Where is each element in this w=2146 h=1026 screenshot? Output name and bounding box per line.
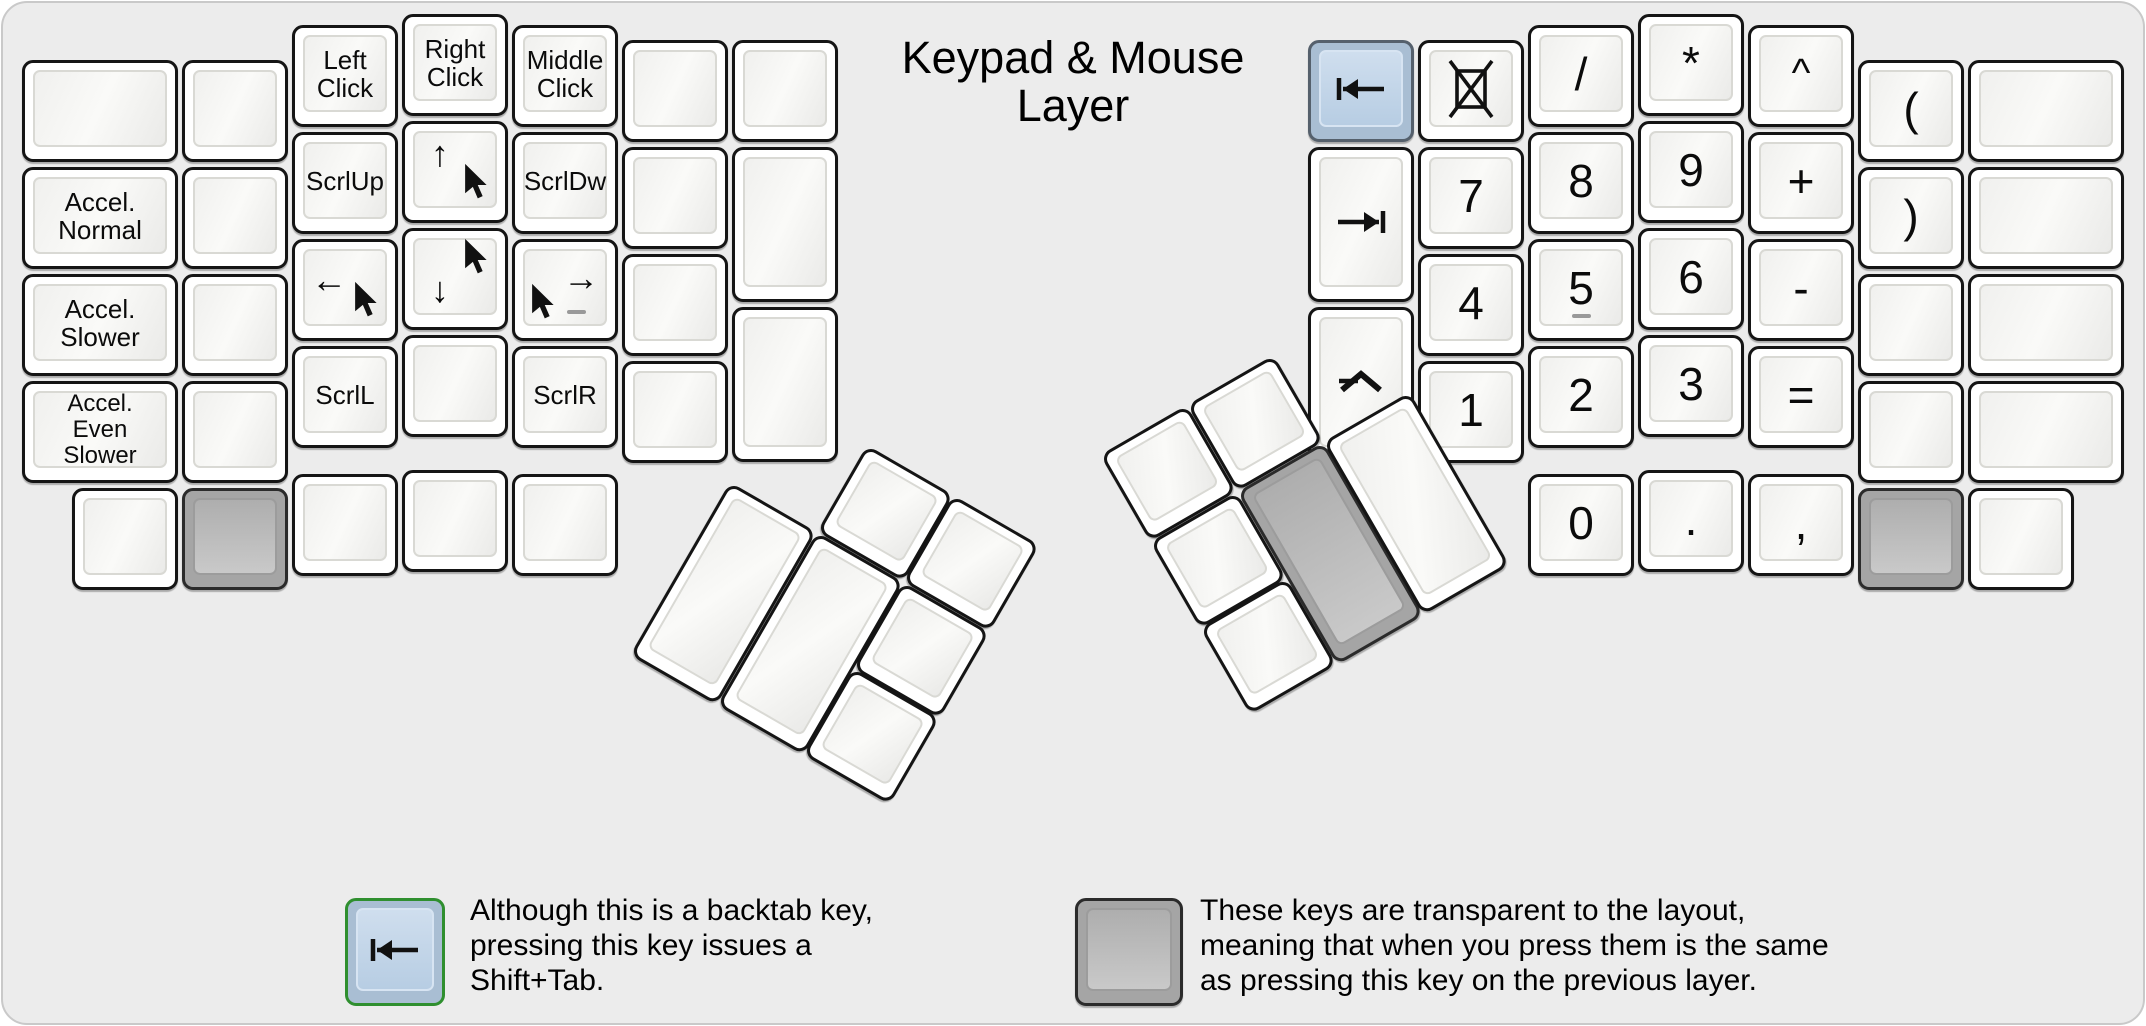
tab-icon bbox=[1334, 208, 1388, 236]
key-label: Accel. Even Slower bbox=[63, 389, 137, 469]
keycap-face bbox=[1759, 356, 1843, 433]
key-label: - bbox=[1793, 261, 1809, 314]
key-right-click[interactable] bbox=[402, 14, 508, 116]
key-label: Left Click bbox=[316, 44, 374, 103]
key-label: = bbox=[1787, 368, 1815, 421]
keycap-face bbox=[33, 284, 167, 361]
keycap-face bbox=[1539, 484, 1623, 561]
arrow-up-icon: ↑ bbox=[431, 133, 449, 174]
key-8[interactable] bbox=[1528, 132, 1634, 234]
backtab-icon bbox=[1334, 75, 1388, 103]
key-blank[interactable] bbox=[182, 381, 288, 483]
keycap-face bbox=[1649, 24, 1733, 101]
keycap-face bbox=[1539, 35, 1623, 112]
key-label: 5 bbox=[1568, 261, 1594, 314]
legend-transparent-line3: as pressing this key on the previous layer. bbox=[1200, 964, 1757, 997]
key-label: 4 bbox=[1458, 276, 1484, 329]
key-blank[interactable] bbox=[402, 470, 508, 572]
keycap-face bbox=[633, 264, 717, 341]
key-blank-tall[interactable] bbox=[732, 307, 838, 462]
key-paren-close[interactable] bbox=[1858, 167, 1964, 269]
mouse-cursor-icon bbox=[464, 238, 487, 274]
legend-backtab-key bbox=[345, 898, 445, 1006]
key-mouse-up[interactable] bbox=[402, 121, 508, 223]
arrow-left-icon: ← bbox=[311, 259, 347, 300]
key-mouse-right[interactable] bbox=[512, 239, 618, 341]
homing-bar bbox=[1572, 314, 1591, 318]
key-scroll-left[interactable] bbox=[292, 346, 398, 448]
keycap-face bbox=[193, 498, 277, 575]
arrow-down-icon: ↓ bbox=[431, 269, 449, 310]
keycap-face bbox=[743, 317, 827, 447]
legend-transparent-line1: These keys are transparent to the layout, bbox=[1200, 894, 1746, 927]
key-scroll-right[interactable] bbox=[512, 346, 618, 448]
key-period[interactable] bbox=[1638, 470, 1744, 572]
key-mouse-left[interactable] bbox=[292, 239, 398, 341]
layer-title bbox=[773, 34, 1373, 130]
keycap-face bbox=[1979, 284, 2113, 361]
key-blank[interactable] bbox=[512, 474, 618, 576]
key-transparent[interactable] bbox=[1858, 488, 1964, 590]
keycap-face bbox=[193, 284, 277, 361]
key-blank[interactable] bbox=[22, 60, 178, 162]
mouse-cursor-icon bbox=[531, 283, 554, 319]
keycap-face bbox=[1759, 35, 1843, 112]
key-label: ( bbox=[1903, 82, 1919, 135]
keycap-face bbox=[413, 345, 497, 422]
keycap-face bbox=[413, 238, 497, 315]
key-blank[interactable] bbox=[622, 361, 728, 463]
key-0[interactable] bbox=[1528, 474, 1634, 576]
key-2[interactable] bbox=[1528, 346, 1634, 448]
layer-title-line1: Keypad & Mouse bbox=[901, 32, 1245, 83]
keycap-face bbox=[413, 24, 497, 101]
keycap-face bbox=[743, 157, 827, 287]
key-transparent[interactable] bbox=[182, 488, 288, 590]
key-tab[interactable] bbox=[1308, 147, 1414, 302]
legend-backtab-text bbox=[470, 893, 873, 998]
keycap-face bbox=[33, 391, 167, 468]
key-slash[interactable] bbox=[1528, 25, 1634, 127]
key-blank[interactable] bbox=[292, 474, 398, 576]
key-blank[interactable] bbox=[182, 60, 288, 162]
key-label: 6 bbox=[1678, 250, 1704, 303]
keycap-face bbox=[1979, 177, 2113, 254]
legend-transparent-line2: meaning that when you press them is the same bbox=[1200, 929, 1829, 962]
keycap-face bbox=[1429, 264, 1513, 341]
key-accel-slower[interactable] bbox=[22, 274, 178, 376]
key-accel-normal[interactable] bbox=[22, 167, 178, 269]
key-label: 1 bbox=[1458, 383, 1484, 436]
keycap-face bbox=[303, 484, 387, 561]
keycap-face bbox=[83, 498, 167, 575]
key-blank[interactable] bbox=[732, 40, 838, 142]
keycap-face bbox=[303, 142, 387, 219]
keycap-face bbox=[1539, 356, 1623, 433]
key-3[interactable] bbox=[1638, 335, 1744, 437]
keycap-face bbox=[1429, 371, 1513, 448]
key-blank[interactable] bbox=[1858, 381, 1964, 483]
key-4[interactable] bbox=[1418, 254, 1524, 356]
keycap-face bbox=[1979, 498, 2063, 575]
mouse-cursor-icon bbox=[531, 283, 554, 324]
keycap-face bbox=[303, 356, 387, 433]
key-7[interactable] bbox=[1418, 147, 1524, 249]
key-blank[interactable] bbox=[402, 335, 508, 437]
keycap-face bbox=[1429, 50, 1513, 127]
key-blank[interactable] bbox=[1858, 274, 1964, 376]
keycap-face bbox=[303, 35, 387, 112]
key-label: ^ bbox=[1791, 51, 1811, 95]
key-comma[interactable] bbox=[1748, 474, 1854, 576]
key-blank[interactable] bbox=[1968, 274, 2124, 376]
keycap-face bbox=[193, 70, 277, 147]
keycap-face bbox=[523, 484, 607, 561]
homing-bar bbox=[567, 310, 586, 314]
keycap-face bbox=[1869, 284, 1953, 361]
key-label: Accel. Slower bbox=[60, 293, 140, 352]
layer-title-line2: Layer bbox=[1016, 80, 1130, 131]
key-label: 7 bbox=[1458, 169, 1484, 222]
key-label: 8 bbox=[1568, 154, 1594, 207]
key-9[interactable] bbox=[1638, 121, 1744, 223]
key-plus[interactable] bbox=[1748, 132, 1854, 234]
keycap-face bbox=[413, 480, 497, 557]
key-left-click[interactable] bbox=[292, 25, 398, 127]
key-equals[interactable] bbox=[1748, 346, 1854, 448]
key-label: ) bbox=[1903, 189, 1919, 242]
key-label: Accel. Normal bbox=[58, 186, 142, 245]
keycap-face bbox=[1649, 345, 1733, 422]
keycap-face bbox=[523, 249, 607, 326]
key-label: ScrlL bbox=[315, 379, 375, 410]
keycap-face bbox=[1759, 142, 1843, 219]
mouse-cursor-icon bbox=[464, 163, 487, 199]
keycap-face bbox=[1429, 157, 1513, 234]
key-label: ScrlDw bbox=[523, 165, 607, 196]
keycap-face bbox=[633, 371, 717, 448]
keycap-face bbox=[743, 50, 827, 127]
keycap-face bbox=[356, 908, 434, 991]
keycap-face bbox=[33, 70, 167, 147]
key-blank[interactable] bbox=[622, 147, 728, 249]
keycap-face bbox=[1649, 238, 1733, 315]
key-blank[interactable] bbox=[182, 167, 288, 269]
keycap-face bbox=[633, 50, 717, 127]
keycap-face bbox=[1759, 484, 1843, 561]
keycap-face bbox=[1649, 131, 1733, 208]
key-6[interactable] bbox=[1638, 228, 1744, 330]
keycap-face bbox=[1759, 249, 1843, 326]
key-blank[interactable] bbox=[1968, 488, 2074, 590]
key-middle-click[interactable] bbox=[512, 25, 618, 127]
keycap-face bbox=[1319, 50, 1403, 127]
mouse-cursor-icon bbox=[464, 238, 487, 279]
keycap-face bbox=[1869, 498, 1953, 575]
key-blank[interactable] bbox=[1968, 60, 2124, 162]
mouse-cursor-icon bbox=[464, 163, 487, 204]
key-blank[interactable] bbox=[1968, 167, 2124, 269]
key-label: 0 bbox=[1568, 496, 1594, 549]
keycap-face bbox=[1539, 249, 1623, 326]
key-asterisk[interactable] bbox=[1638, 14, 1744, 116]
key-blank[interactable] bbox=[622, 40, 728, 142]
keycap-face bbox=[1869, 70, 1953, 147]
keycap-face bbox=[33, 177, 167, 254]
key-label: / bbox=[1574, 47, 1588, 100]
key-blank-tall[interactable] bbox=[732, 147, 838, 302]
key-label: ScrlUp bbox=[305, 165, 384, 196]
backtab-icon bbox=[368, 936, 422, 964]
keycap-face bbox=[1979, 391, 2113, 468]
enter-symbol-icon bbox=[1337, 366, 1385, 398]
keycap-face bbox=[1869, 391, 1953, 468]
key-blank[interactable] bbox=[182, 274, 288, 376]
key-accel-even-slower[interactable] bbox=[22, 381, 178, 483]
key-scroll-up[interactable] bbox=[292, 132, 398, 234]
key-5[interactable] bbox=[1528, 239, 1634, 341]
mouse-cursor-icon bbox=[354, 281, 377, 317]
keycap-face bbox=[413, 131, 497, 208]
key-minus[interactable] bbox=[1748, 239, 1854, 341]
legend-backtab-line3: Shift+Tab. bbox=[470, 964, 605, 997]
key-blank[interactable] bbox=[72, 488, 178, 590]
keycap-face bbox=[1979, 70, 2113, 147]
keycap-face bbox=[1539, 142, 1623, 219]
key-label: Middle Click bbox=[526, 44, 604, 103]
mouse-cursor-icon bbox=[354, 281, 377, 322]
key-label: 2 bbox=[1568, 368, 1594, 421]
legend-transparent-text bbox=[1200, 893, 1829, 998]
keycap-face bbox=[1869, 177, 1953, 254]
key-label: , bbox=[1794, 496, 1808, 549]
keycap-face bbox=[193, 177, 277, 254]
legend-backtab-line1: Although this is a backtab key, bbox=[470, 894, 874, 927]
key-label: . bbox=[1684, 492, 1698, 545]
key-backtab[interactable] bbox=[1308, 40, 1414, 142]
clear-box-icon bbox=[1447, 58, 1495, 120]
keycap-face bbox=[523, 35, 607, 112]
key-label: 9 bbox=[1678, 143, 1704, 196]
arrow-right-icon: → bbox=[563, 257, 599, 298]
keycap-face bbox=[1086, 908, 1172, 991]
keycap-face bbox=[193, 391, 277, 468]
key-label: Right Click bbox=[424, 33, 486, 92]
key-paren-open[interactable] bbox=[1858, 60, 1964, 162]
legend-transparent-key bbox=[1075, 898, 1183, 1006]
keycap-face bbox=[303, 249, 387, 326]
key-label: + bbox=[1787, 154, 1815, 207]
keycap-face bbox=[1649, 480, 1733, 557]
legend-backtab-line2: pressing this key issues a bbox=[470, 929, 812, 962]
key-label: 3 bbox=[1678, 357, 1704, 410]
keycap-face bbox=[523, 142, 607, 219]
key-blank[interactable] bbox=[1968, 381, 2124, 483]
key-label: * bbox=[1682, 36, 1700, 89]
key-caret[interactable] bbox=[1748, 25, 1854, 127]
key-clear[interactable] bbox=[1418, 40, 1524, 142]
keycap-face bbox=[523, 356, 607, 433]
key-scroll-down[interactable] bbox=[512, 132, 618, 234]
key-label: ScrlR bbox=[533, 379, 597, 410]
keycap-face bbox=[633, 157, 717, 234]
keycap-face bbox=[1319, 157, 1403, 287]
key-mouse-down[interactable] bbox=[402, 228, 508, 330]
key-blank[interactable] bbox=[622, 254, 728, 356]
